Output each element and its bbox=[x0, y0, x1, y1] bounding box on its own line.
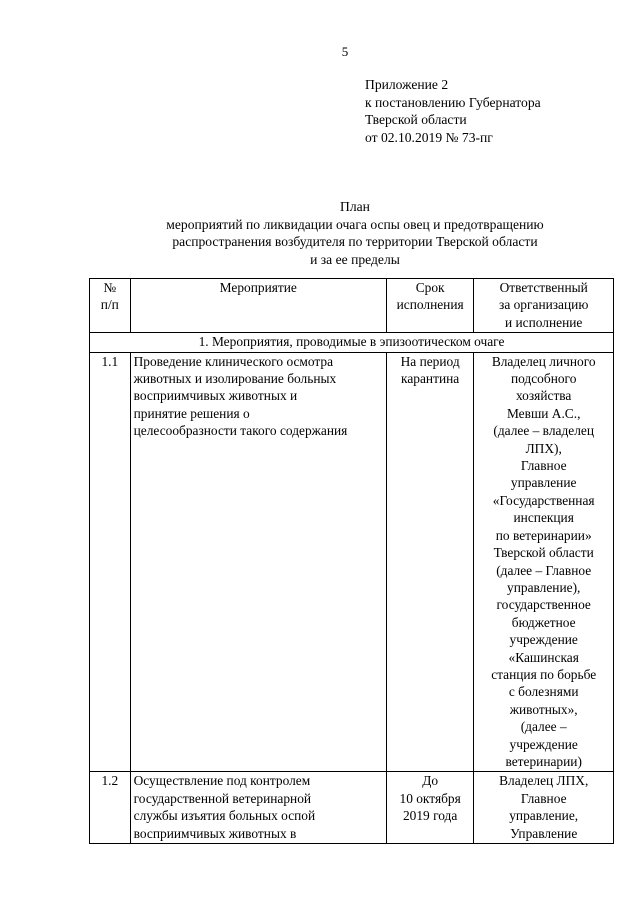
row-num: 1.2 bbox=[90, 772, 131, 844]
row-term: До 10 октября 2019 года bbox=[386, 772, 474, 844]
page-number: 5 bbox=[341, 44, 349, 59]
document-title bbox=[0, 198, 640, 268]
table-row bbox=[90, 352, 614, 772]
row-measure: Проведение клинического осмотра животных и изолирование больных восприимчивых животных и принятие решения о целесообразности такого содержания bbox=[130, 352, 386, 772]
appendix-line: от 02.10.2019 № 73-пг bbox=[365, 129, 493, 145]
table-header-row bbox=[90, 279, 614, 333]
header-num: № п/п bbox=[90, 279, 131, 333]
appendix-line: Приложение 2 bbox=[365, 77, 449, 92]
row-num: 1.1 bbox=[90, 352, 131, 772]
table-row bbox=[90, 772, 614, 844]
appendix-block bbox=[365, 76, 541, 146]
title-line: распространения возбудителя по территории Тверской области bbox=[172, 234, 538, 249]
header-responsible: Ответственный за организацию и исполнение bbox=[474, 279, 614, 333]
row-measure: Осуществление под контролем государственной ветеринарной службы изъятия больных оспой восприимчивых животных в bbox=[130, 772, 386, 844]
title-line: План bbox=[340, 199, 370, 214]
title-line: мероприятий по ликвидации очага оспы овец и предотвращению bbox=[166, 216, 544, 232]
header-measure: Мероприятие bbox=[130, 279, 386, 333]
plan-table bbox=[89, 278, 614, 844]
row-responsible: Владелец ЛПХ, Главное управление, Управление bbox=[474, 772, 614, 844]
section-row bbox=[90, 333, 614, 352]
row-responsible: Владелец личного подсобного хозяйства Мевши А.С., (далее – владелец ЛПХ), Главное управление «Государственная инспекция по ветеринарии» Тверской области (далее – Главное управление), государственное бюджетное учреждение «Кашинская станция по борьбе с болезнями животных», (далее – учреждение ветеринарии) bbox=[474, 352, 614, 772]
section-title: 1. Мероприятия, проводимые в эпизоотическом очаге bbox=[90, 333, 614, 352]
appendix-line: Тверской области bbox=[365, 112, 467, 127]
header-term: Срок исполнения bbox=[386, 279, 474, 333]
appendix-line: к постановлению Губернатора bbox=[365, 94, 541, 110]
title-line: и за ее пределы bbox=[310, 251, 400, 267]
row-term: На период карантина bbox=[386, 352, 474, 772]
